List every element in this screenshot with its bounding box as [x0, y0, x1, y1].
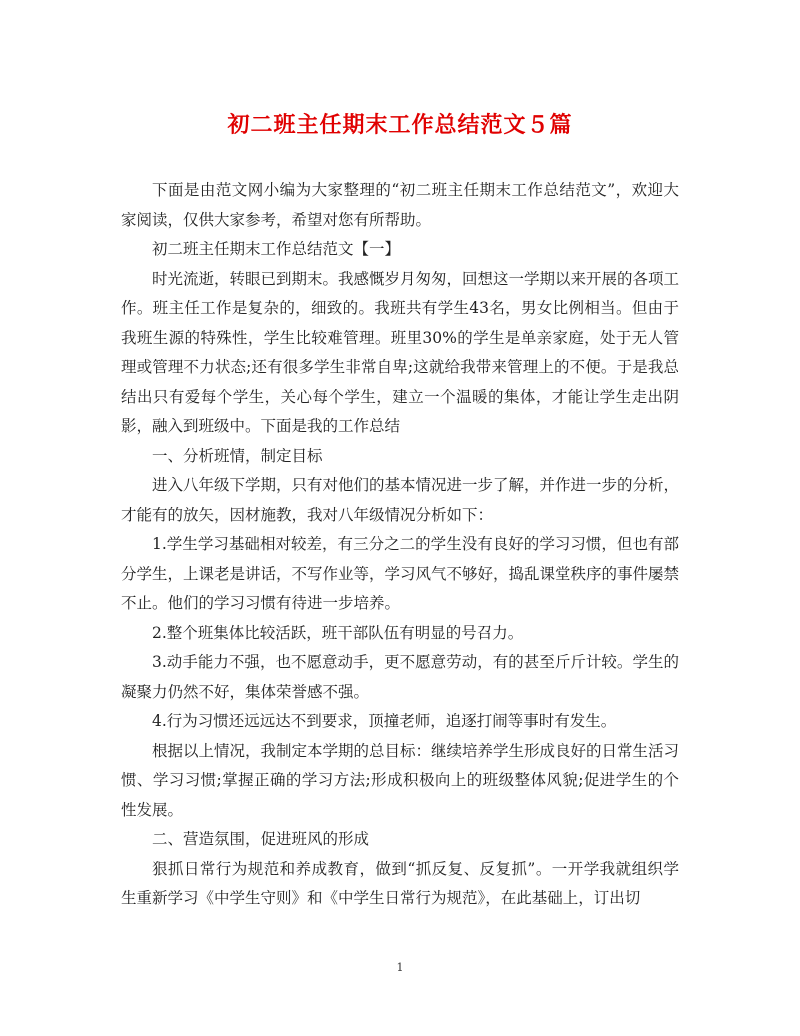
- body-paragraph: 时光流逝，转眼已到期末。我感慨岁月匆匆，回想这一学期以来开展的各项工作。班主任工作是复杂的，细致的。我班共有学生43名，男女比例相当。但由于我班生源的特殊性，学生比较难管理。班里30%的学生是单亲家庭，处于无人管理或管理不力状态;还有很多学生非常自卑;这就给我带来管理上的不便。于是我总结出只有爱每个学生，关心每个学生，建立一个温暖的集体，才能让学生走出阴影，融入到班级中。下面是我的工作总结: [121, 269, 680, 435]
- body-paragraph: 根据以上情况，我制定本学期的总目标：继续培养学生形成良好的日常生活习惯、学习习惯;掌握正确的学习方法;形成积极向上的班级整体风貌;促进学生的个性发展。: [121, 741, 680, 819]
- subheading-atmosphere: 二、营造氛围，促进班风的形成: [152, 830, 370, 848]
- intro-paragraph: 下面是由范文网小编为大家整理的“初二班主任期末工作总结范文”，欢迎大家阅读，仅供大家参考，希望对您有所帮助。: [121, 181, 679, 229]
- list-item-3: 3.动手能力不强，也不愿意动手，更不愿意劳动，有的甚至斤斤计较。学生的凝聚力仍然不好，集体荣誉感不强。: [121, 653, 679, 701]
- document-body: [121, 176, 679, 914]
- page-number: 1: [396, 961, 404, 974]
- list-item-2: 2.整个班集体比较活跃，班干部队伍有明显的号召力。: [152, 623, 524, 642]
- subheading-analysis: 一、分析班情，制定目标: [152, 446, 323, 465]
- body-paragraph: 狠抓日常行为规范和养成教育，做到“抓反复、反复抓”。一开学我就组织学生重新学习《中学生守则》和《中学生日常行为规范》，在此基础上，订出切: [121, 859, 679, 907]
- list-item-1: 1.学生学习基础相对较差，有三分之二的学生没有良好的学习习惯，但也有部分学生，上课老是讲话，不写作业等，学习风气不够好，捣乱课堂秩序的事件屡禁不止。他们的学习习惯有待进一步培养。: [121, 535, 680, 612]
- document-title: 初二班主任期末工作总结范文５篇: [227, 112, 573, 138]
- section-heading-1: 初二班主任期末工作总结范文【一】: [152, 240, 401, 258]
- list-item-4: 4.行为习惯还远远达不到要求，顶撞老师，追逐打闹等事时有发生。: [152, 712, 617, 730]
- body-paragraph: 进入八年级下学期，只有对他们的基本情况进一步了解，并作进一步的分析，才能有的放矢，因材施教，我对八年级情况分析如下：: [121, 476, 680, 524]
